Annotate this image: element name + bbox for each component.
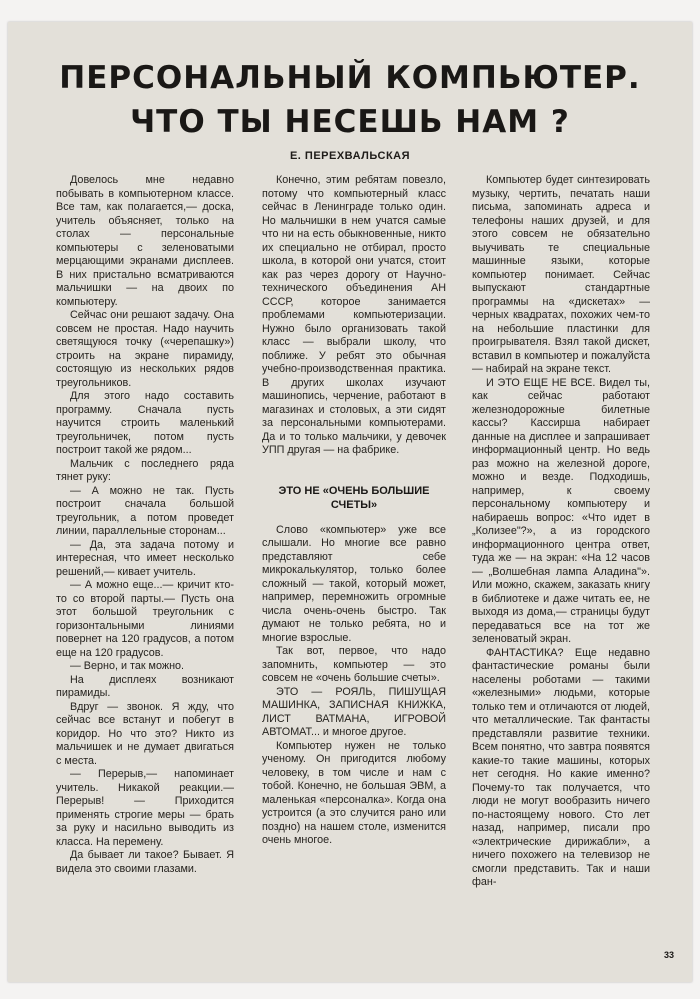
paragraph: — Верно, и так можно.: [70, 660, 185, 672]
magazine-page: [8, 22, 692, 982]
paragraph: Сейчас они решают задачу. Она совсем не простая. Надо научить светящуюся точку («черепашку») строить на экране пирамиду, состоящую из нескольких рядов треугольников.: [56, 309, 234, 389]
author-byline: Е. ПЕРЕХВАЛЬСКАЯ: [289, 150, 411, 162]
paragraph: Слово «компьютер» уже все слышали. Но многие все равно представляют себе микрокалькулятор, только более сложный — такой, который может, например, перемножить огромные числа очень-очень быстро. Так думают не только ребята, но и многие взрослые.: [262, 523, 446, 644]
paragraph: На дисплеях возникают пирамиды.: [56, 673, 234, 699]
paragraph: Так вот, первое, что надо запомнить, компьютер — это совсем не «очень большие счеты».: [262, 645, 446, 684]
article-title: [8, 56, 692, 144]
paragraph: Довелось мне недавно побывать в компьютерном классе. Все там, как полагается,— доска, учитель объясняет, только на столах — персональные компьютеры с зеленоватыми мерцающими экранами дисплеев. В них пристально всматриваются мальчишки — на двоих по компьютеру.: [56, 174, 234, 308]
paragraph: — Да, эта задача потому и интересная, что имеет несколько решений,— кивает учитель.: [56, 538, 234, 578]
paragraph: — А можно еще...— кричит кто-то со второй парты.— Пусть она этот большой треугольник с горизонтальными линиями повернет на 120 градусов, а потом еще на 120 градусов.: [56, 579, 234, 659]
column-1: [56, 174, 234, 954]
paragraph: И ЭТО ЕЩЕ НЕ ВСЕ. Видел ты, как сейчас работают железнодорожные билетные кассы? Кассирша набирает данные на дисплее и запрашивает информационный центр. Но ведь раз можно на железной дороге, можно и везде. Подходишь, например, к своему персональному компьютеру и набираешь вопрос: «Что идет в „Колизее"?», а из городского информационного центра ответ, туда же — на экран: «На 12 часов — „Волшебная лампа Аладина"». Или можно, скажем, заказать книгу в библиотеке и даже читать ее, не выходя из дома,— страницы будут передаваться все на тот же зеленоватый экран.: [472, 376, 650, 645]
page-number: 33: [663, 950, 674, 960]
title-line-2: ЧТО ТЫ НЕСЕШЬ НАМ ?: [130, 104, 570, 140]
paragraph: Компьютер нужен не только ученому. Он пригодится любому человеку, в том числе и нам с тобой. Конечно, не большая ЭВМ, а маленькая «персоналка». Когда она устроится (а это случится рано или поздно) на нашем столе, изменится очень многое.: [262, 739, 446, 846]
paragraph: ФАНТАСТИКА? Еще недавно фантастические романы были населены роботами — такими «железными» людьми, которые только тем и отличаются от людей, что металлические. Так фантасты представляли развитие техники. Всем понятно, что завтра появятся какие-то такие машины, которых нет сегодня. Но какие именно? Почему-то так получается, что люди не могут вообразить ничего по-настоящему нового. Сто лет назад, например, писали про «электрические дирижабли», а ничего похожего на телевизор не смогли представить. Так и наши фан-: [472, 646, 650, 888]
paragraph: — А можно не так. Пусть построит сначала большой треугольник, а потом проведет линии, параллельные сторонам...: [56, 484, 234, 537]
column-2-text-bottom: [262, 524, 446, 848]
paragraph: ЭТО — РОЯЛЬ, ПИШУЩАЯ МАШИНКА, ЗАПИСНАЯ КНИЖКА, ЛИСТ ВАТМАНА, ИГРОВОЙ АВТОМАТ... и многое другое.: [262, 685, 446, 738]
paragraph: Компьютер будет синтезировать музыку, чертить, печатать наши письма, запоминать адреса и телефоны наших друзей, и для этого совсем не обязательно выучивать те специальные машинные языки, которые компьютер понимает. Сейчас выпускают стандартные программы на «дискетах» — черных квадратах, похожих чем-то на небольшие пластинки для проигрывателя. Взял такой дискет, вставил в компьютер и пожалуйста — набирай на экране текст.: [472, 174, 650, 375]
title-line-1: ПЕРСОНАЛЬНЫЙ КОМПЬЮТЕР.: [59, 60, 641, 96]
paragraph: Мальчик с последнего ряда тянет руку:: [56, 457, 234, 483]
column-3: [472, 174, 650, 954]
paragraph: Конечно, этим ребятам повезло, потому что компьютерный класс сейчас в Ленинграде только один. Но мальчишки в нем учатся самые что ни на есть обыкновенные, никто их специально не отбирал, просто школа, в которой они учатся, стоит как раз через дорогу от Научно-технического объединения АН СССР, которое занимается проблемами компьютеризации. Нужно было организовать такой класс — выбрали школу, что поближе. У ребят это обычная учебно-производственная практика. В других школах изучают машинопись, черчение, работают в магазинах и столовых, а эти сидят за персональными компьютерами. Да и то только мальчики, у девочек УПП другая — на фабрике.: [262, 174, 446, 456]
column-2-text-top: [262, 174, 446, 458]
paragraph: Да бывает ли такое? Бывает. Я видела это своими глазами.: [56, 849, 234, 875]
column-2: [262, 174, 446, 954]
paragraph: Для этого надо составить программу. Сначала пусть научится строить маленький треугольничек, потом пусть построит такой же рядом...: [56, 390, 234, 456]
paragraph: — Перерыв,— напоминает учитель. Никакой реакции.— Перерыв! — Приходится применять строгие меры — брать за руку и насильно выводить из класса. На перемену.: [56, 768, 234, 848]
paragraph: Вдруг — звонок. Я жду, что сейчас все встанут и побегут в коридор. Но что это? Никто из мальчишек и не думает двигаться с места.: [56, 700, 234, 767]
subheading: ЭТО НЕ «ОЧЕНЬ БОЛЬШИЕ СЧЕТЫ»: [278, 484, 430, 511]
